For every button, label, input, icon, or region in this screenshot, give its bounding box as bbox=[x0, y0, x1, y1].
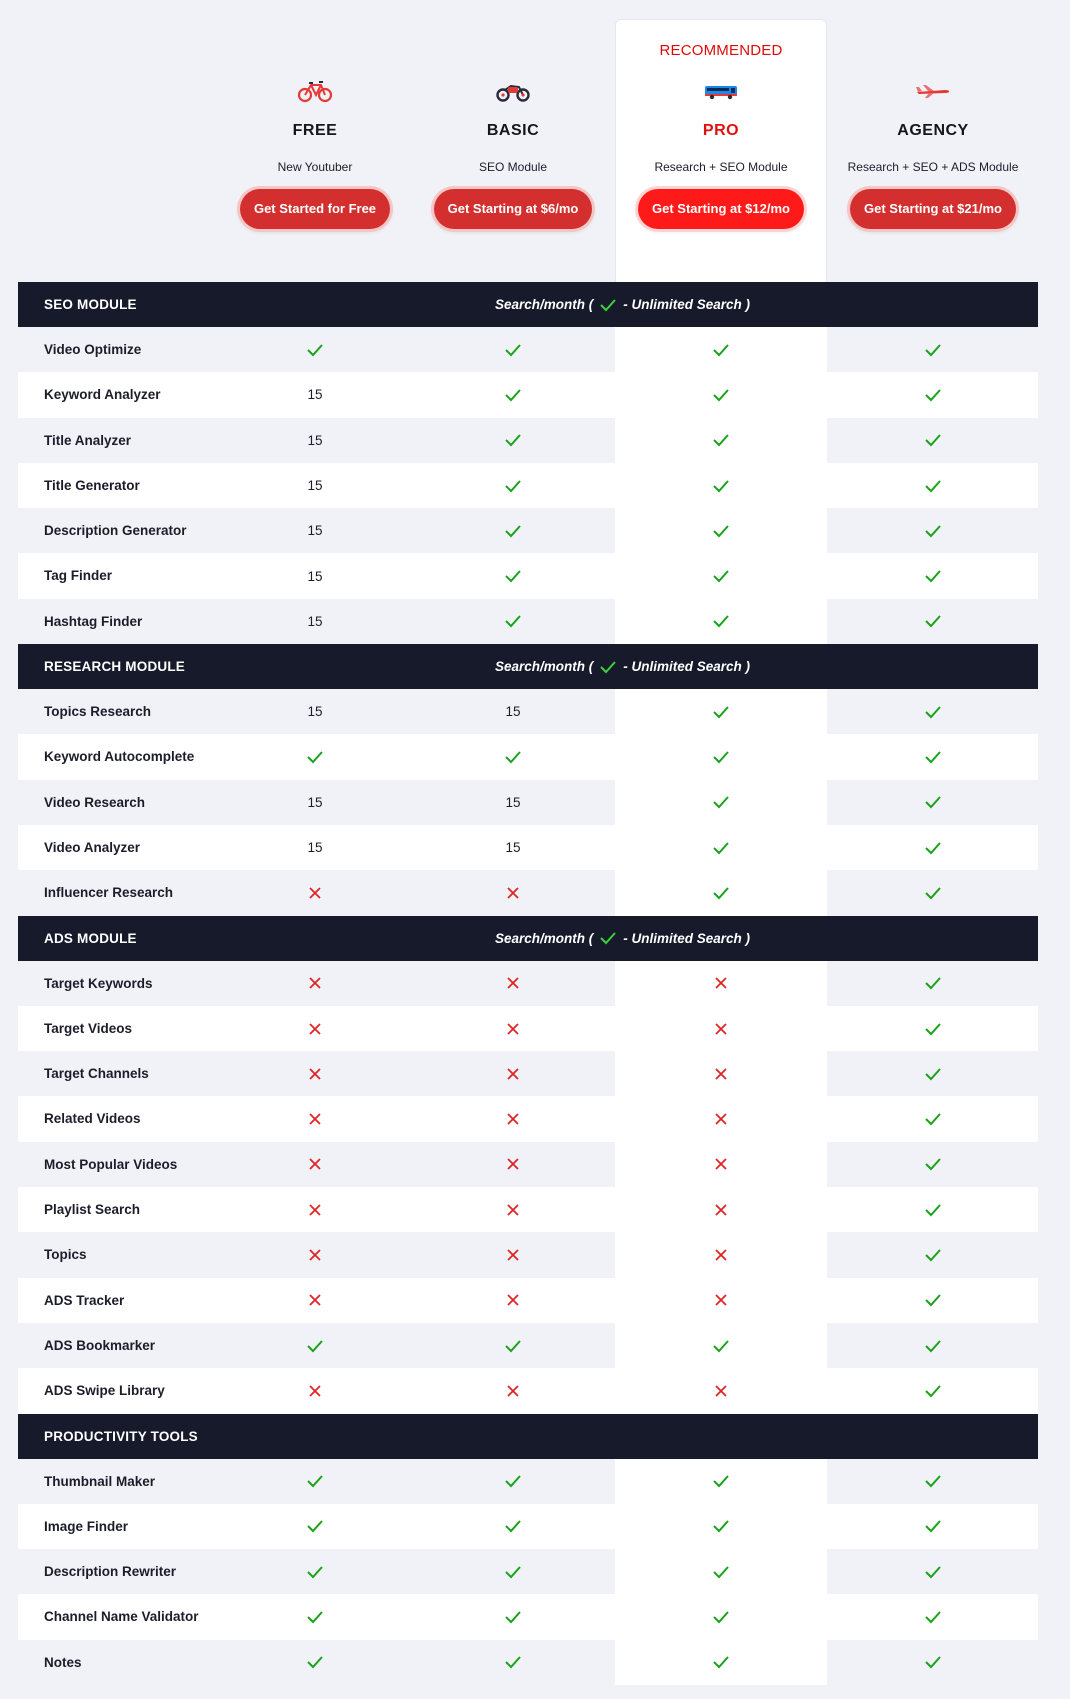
check-icon bbox=[903, 508, 963, 553]
cross-icon bbox=[691, 1096, 751, 1141]
cross-icon bbox=[691, 1051, 751, 1096]
section-note-suffix: - Unlimited Search ) bbox=[623, 659, 751, 675]
check-icon bbox=[285, 1323, 345, 1368]
check-icon bbox=[903, 1594, 963, 1639]
check-icon bbox=[903, 1459, 963, 1504]
check-icon bbox=[903, 1096, 963, 1141]
check-icon bbox=[903, 1006, 963, 1051]
check-icon bbox=[903, 734, 963, 779]
section-note-suffix: - Unlimited Search ) bbox=[623, 930, 751, 946]
comparison-table bbox=[18, 282, 1038, 1685]
plan-subtitle: New Youtuber bbox=[277, 160, 353, 174]
check-icon bbox=[483, 599, 543, 644]
check-icon bbox=[903, 599, 963, 644]
section-note bbox=[495, 916, 750, 961]
feature-label: ADS Swipe Library bbox=[44, 1383, 165, 1399]
section-title: PRODUCTIVITY TOOLS bbox=[44, 1428, 198, 1444]
check-icon bbox=[691, 1640, 751, 1685]
plan-basic bbox=[413, 72, 613, 229]
table-row bbox=[18, 1006, 1038, 1051]
check-icon bbox=[691, 1549, 751, 1594]
feature-label: Title Analyzer bbox=[44, 432, 132, 448]
check-icon bbox=[691, 825, 751, 870]
table-row bbox=[18, 1640, 1038, 1685]
plan-agency bbox=[833, 72, 1033, 229]
bus-icon bbox=[621, 72, 821, 110]
cross-icon bbox=[691, 1006, 751, 1051]
cross-icon bbox=[483, 870, 543, 915]
limit-value: 15 bbox=[307, 840, 323, 856]
section-note-prefix: Search/month ( bbox=[495, 659, 594, 675]
plan-subtitle: Research + SEO Module bbox=[654, 160, 788, 174]
feature-label: Most Popular Videos bbox=[44, 1156, 178, 1172]
feature-label: Channel Name Validator bbox=[44, 1609, 199, 1625]
motorcycle-icon bbox=[413, 72, 613, 110]
section-note-prefix: Search/month ( bbox=[495, 930, 594, 946]
cross-icon bbox=[285, 1232, 345, 1277]
table-row bbox=[18, 1096, 1038, 1141]
check-icon bbox=[483, 508, 543, 553]
section-header bbox=[18, 916, 1038, 961]
section-header bbox=[18, 1414, 1038, 1459]
airplane-icon bbox=[833, 72, 1033, 110]
limit-value: 15 bbox=[307, 387, 323, 403]
table-row bbox=[18, 1459, 1038, 1504]
limit-value: 15 bbox=[307, 523, 323, 539]
check-icon bbox=[483, 418, 543, 463]
table-row bbox=[18, 418, 1038, 463]
table-row bbox=[18, 1142, 1038, 1187]
section-title: SEO MODULE bbox=[44, 297, 137, 312]
limit-value: 15 bbox=[307, 794, 323, 810]
get-started-free-button[interactable]: Get Started for Free bbox=[240, 189, 390, 229]
feature-label: Video Analyzer bbox=[44, 839, 141, 855]
feature-label: Thumbnail Maker bbox=[44, 1473, 156, 1489]
check-icon bbox=[285, 1640, 345, 1685]
table-row bbox=[18, 1232, 1038, 1277]
table-row bbox=[18, 870, 1038, 915]
feature-label: Image Finder bbox=[44, 1518, 129, 1534]
check-icon bbox=[691, 1504, 751, 1549]
check-icon bbox=[691, 870, 751, 915]
cross-icon bbox=[483, 961, 543, 1006]
check-icon bbox=[483, 1640, 543, 1685]
plan-pro bbox=[621, 72, 821, 229]
check-icon bbox=[285, 1549, 345, 1594]
check-icon bbox=[691, 327, 751, 372]
feature-label: Description Rewriter bbox=[44, 1564, 177, 1580]
cross-icon bbox=[691, 961, 751, 1006]
check-icon bbox=[483, 734, 543, 779]
cross-icon bbox=[691, 1142, 751, 1187]
limit-value: 15 bbox=[307, 568, 323, 584]
table-row bbox=[18, 1549, 1038, 1594]
check-icon bbox=[903, 1323, 963, 1368]
limit-value: 15 bbox=[505, 794, 521, 810]
limit-value: 15 bbox=[307, 432, 323, 448]
cross-icon bbox=[285, 1278, 345, 1323]
table-row bbox=[18, 1323, 1038, 1368]
cross-icon bbox=[483, 1187, 543, 1232]
table-row bbox=[18, 463, 1038, 508]
check-icon bbox=[903, 1504, 963, 1549]
feature-label: Topics bbox=[44, 1247, 87, 1263]
cross-icon bbox=[483, 1278, 543, 1323]
section-note bbox=[495, 644, 750, 689]
check-icon bbox=[903, 1187, 963, 1232]
limit-value: 15 bbox=[505, 704, 521, 720]
check-icon bbox=[285, 1594, 345, 1639]
get-starting-basic-button[interactable]: Get Starting at $6/mo bbox=[434, 189, 593, 229]
check-icon bbox=[691, 463, 751, 508]
check-icon bbox=[285, 734, 345, 779]
checkmark-icon bbox=[599, 660, 617, 674]
check-icon bbox=[285, 1504, 345, 1549]
cross-icon bbox=[285, 1006, 345, 1051]
table-row bbox=[18, 1594, 1038, 1639]
table-row bbox=[18, 734, 1038, 779]
check-icon bbox=[691, 734, 751, 779]
check-icon bbox=[903, 463, 963, 508]
feature-label: Influencer Research bbox=[44, 885, 174, 901]
feature-label: Description Generator bbox=[44, 523, 187, 539]
check-icon bbox=[903, 1232, 963, 1277]
table-row bbox=[18, 1278, 1038, 1323]
table-row bbox=[18, 599, 1038, 644]
feature-label: Video Optimize bbox=[44, 342, 142, 357]
check-icon bbox=[903, 689, 963, 734]
feature-label: Related Videos bbox=[44, 1111, 141, 1127]
check-icon bbox=[691, 418, 751, 463]
feature-label: Keyword Analyzer bbox=[44, 387, 161, 403]
plan-name: AGENCY bbox=[897, 122, 969, 139]
cross-icon bbox=[285, 1368, 345, 1413]
feature-label: Tag Finder bbox=[44, 568, 113, 584]
check-icon bbox=[903, 780, 963, 825]
plan-subtitle: SEO Module bbox=[478, 160, 548, 174]
bicycle-icon bbox=[215, 72, 415, 110]
feature-label: Target Keywords bbox=[44, 975, 153, 991]
feature-label: Hashtag Finder bbox=[44, 613, 143, 629]
feature-label: ADS Tracker bbox=[44, 1292, 125, 1308]
cross-icon bbox=[285, 1051, 345, 1096]
section-title: RESEARCH MODULE bbox=[44, 659, 186, 675]
cross-icon bbox=[285, 1096, 345, 1141]
limit-value: 15 bbox=[307, 613, 323, 629]
feature-label: Playlist Search bbox=[44, 1202, 141, 1218]
check-icon bbox=[903, 961, 963, 1006]
check-icon bbox=[903, 327, 963, 372]
section-title: ADS MODULE bbox=[44, 930, 137, 946]
check-icon bbox=[903, 372, 963, 417]
check-icon bbox=[483, 463, 543, 508]
cross-icon bbox=[691, 1278, 751, 1323]
section-header bbox=[18, 282, 1038, 327]
check-icon bbox=[903, 825, 963, 870]
section-note bbox=[495, 282, 750, 327]
cross-icon bbox=[691, 1187, 751, 1232]
table-row bbox=[18, 825, 1038, 870]
table-row bbox=[18, 1187, 1038, 1232]
feature-label: Target Channels bbox=[44, 1066, 149, 1082]
cross-icon bbox=[483, 1142, 543, 1187]
check-icon bbox=[483, 1594, 543, 1639]
cross-icon bbox=[691, 1368, 751, 1413]
check-icon bbox=[691, 1594, 751, 1639]
limit-value: 15 bbox=[307, 704, 323, 720]
check-icon bbox=[903, 1278, 963, 1323]
cross-icon bbox=[483, 1096, 543, 1141]
check-icon bbox=[903, 1142, 963, 1187]
check-icon bbox=[483, 1459, 543, 1504]
plan-free bbox=[215, 72, 415, 229]
check-icon bbox=[903, 553, 963, 598]
check-icon bbox=[483, 372, 543, 417]
feature-label: Topics Research bbox=[44, 704, 152, 720]
feature-label: ADS Bookmarker bbox=[44, 1337, 156, 1353]
table-row bbox=[18, 553, 1038, 598]
check-icon bbox=[903, 418, 963, 463]
check-icon bbox=[285, 1459, 345, 1504]
plan-name: BASIC bbox=[486, 122, 540, 139]
cross-icon bbox=[483, 1051, 543, 1096]
check-icon bbox=[285, 327, 345, 372]
check-icon bbox=[691, 508, 751, 553]
plan-name: PRO bbox=[702, 122, 740, 139]
check-icon bbox=[903, 1640, 963, 1685]
check-icon bbox=[691, 780, 751, 825]
section-note-prefix: Search/month ( bbox=[495, 297, 594, 312]
plan-subtitle: Research + SEO + ADS Module bbox=[847, 160, 1019, 174]
check-icon bbox=[691, 599, 751, 644]
get-starting-pro-button[interactable]: Get Starting at $12/mo bbox=[638, 189, 804, 229]
feature-label: Notes bbox=[44, 1654, 82, 1670]
check-icon bbox=[903, 1549, 963, 1594]
check-icon bbox=[691, 553, 751, 598]
checkmark-icon bbox=[599, 298, 617, 312]
table-row bbox=[18, 689, 1038, 734]
recommended-label: RECOMMENDED bbox=[659, 42, 783, 59]
check-icon bbox=[691, 372, 751, 417]
cross-icon bbox=[483, 1368, 543, 1413]
table-row bbox=[18, 1051, 1038, 1096]
plan-name: FREE bbox=[292, 122, 338, 139]
table-row bbox=[18, 961, 1038, 1006]
check-icon bbox=[691, 1459, 751, 1504]
limit-value: 15 bbox=[505, 840, 521, 856]
check-icon bbox=[483, 1549, 543, 1594]
cross-icon bbox=[285, 870, 345, 915]
check-icon bbox=[691, 1323, 751, 1368]
feature-label: Video Research bbox=[44, 794, 146, 810]
cross-icon bbox=[285, 1187, 345, 1232]
section-note-suffix: - Unlimited Search ) bbox=[623, 297, 751, 312]
check-icon bbox=[483, 327, 543, 372]
feature-label: Keyword Autocomplete bbox=[44, 749, 195, 765]
checkmark-icon bbox=[599, 931, 617, 945]
check-icon bbox=[903, 1051, 963, 1096]
feature-label: Title Generator bbox=[44, 477, 140, 493]
table-row bbox=[18, 1504, 1038, 1549]
get-starting-agency-button[interactable]: Get Starting at $21/mo bbox=[850, 189, 1016, 229]
table-row bbox=[18, 327, 1038, 372]
section-header bbox=[18, 644, 1038, 689]
table-row bbox=[18, 780, 1038, 825]
cross-icon bbox=[483, 1232, 543, 1277]
check-icon bbox=[483, 553, 543, 598]
check-icon bbox=[483, 1323, 543, 1368]
feature-label: Target Videos bbox=[44, 1020, 133, 1036]
limit-value: 15 bbox=[307, 478, 323, 494]
table-row bbox=[18, 1368, 1038, 1413]
cross-icon bbox=[285, 961, 345, 1006]
cross-icon bbox=[483, 1006, 543, 1051]
check-icon bbox=[483, 1504, 543, 1549]
cross-icon bbox=[691, 1232, 751, 1277]
check-icon bbox=[903, 1368, 963, 1413]
cross-icon bbox=[285, 1142, 345, 1187]
table-row bbox=[18, 508, 1038, 553]
check-icon bbox=[691, 689, 751, 734]
check-icon bbox=[903, 870, 963, 915]
table-row bbox=[18, 372, 1038, 417]
